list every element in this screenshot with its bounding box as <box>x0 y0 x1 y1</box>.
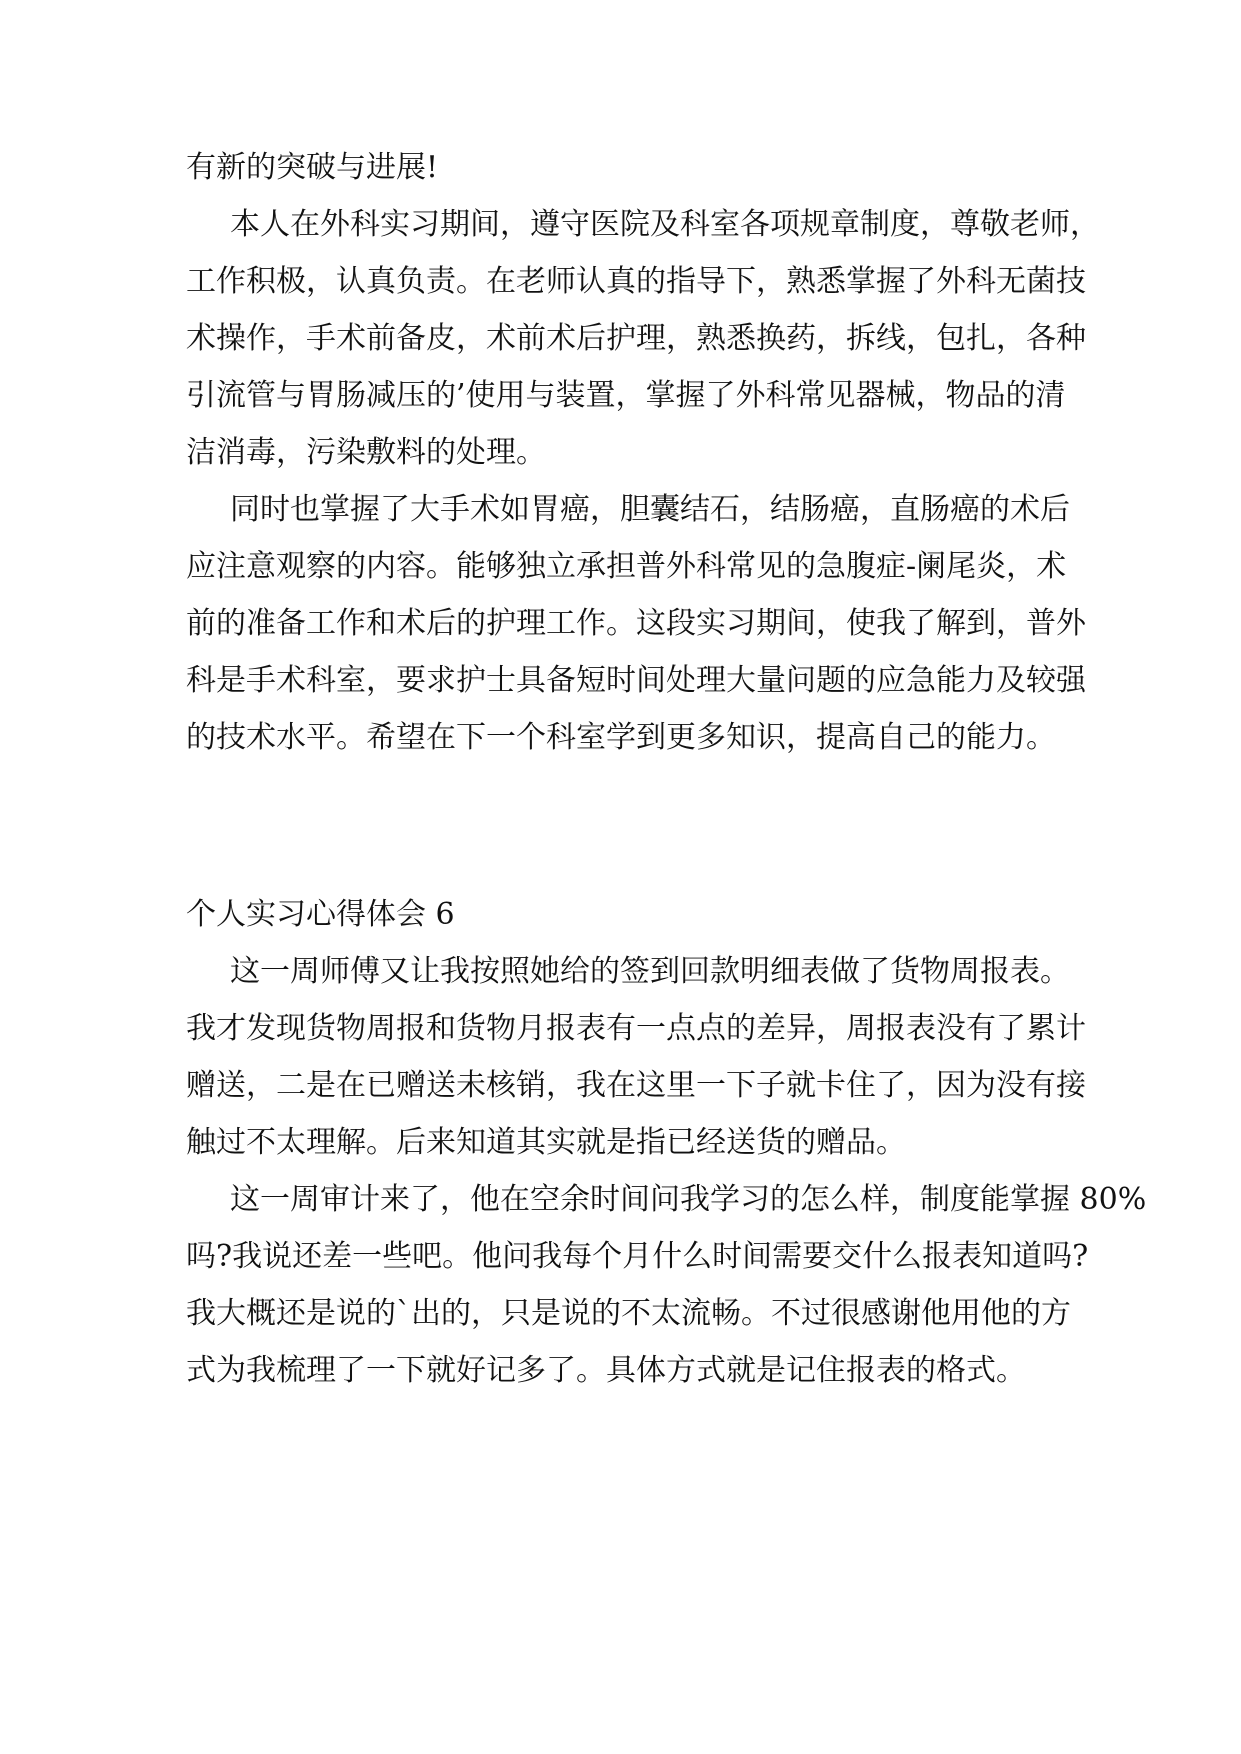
paragraph-line: 这一周审计来了，他在空余时间问我学习的怎么样，制度能掌握 80% <box>230 1182 1147 1217</box>
paragraph-line: 吗?我说还差一些吧。他问我每个月什么时间需要交什么报表知道吗? <box>186 1239 1089 1274</box>
paragraph-line: 式为我梳理了一下就好记多了。具体方式就是记住报表的格式。 <box>186 1353 1026 1388</box>
paragraph-line: 工作积极，认真负责。在老师认真的指导下，熟悉掌握了外科无菌技 <box>186 264 1086 299</box>
paragraph-line: 我才发现货物周报和货物月报表有一点点的差异，周报表没有了累计 <box>186 1011 1086 1046</box>
paragraph-line: 我大概还是说的`出的，只是说的不太流畅。不过很感谢他用他的方 <box>186 1296 1071 1331</box>
paragraph-line: 这一周师傅又让我按照她给的签到回款明细表做了货物周报表。 <box>230 954 1070 989</box>
paragraph-line: 洁消毒，污染敷料的处理。 <box>186 435 546 470</box>
paragraph-line: 触过不太理解。后来知道其实就是指已经送货的赠品。 <box>186 1125 906 1160</box>
paragraph-line: 本人在外科实习期间，遵守医院及科室各项规章制度，尊敬老师， <box>230 207 1100 242</box>
paragraph-line: 引流管与胃肠减压的’使用与装置，掌握了外科常见器械，物品的清 <box>186 378 1066 413</box>
paragraph-line: 的技术水平。希望在下一个科室学到更多知识，提高自己的能力。 <box>186 720 1056 755</box>
paragraph-line: 应注意观察的内容。能够独立承担普外科常见的急腹症-阑尾炎，术 <box>186 549 1067 584</box>
paragraph-line: 科是手术科室，要求护士具备短时间处理大量问题的应急能力及较强 <box>186 663 1086 698</box>
paragraph-line: 同时也掌握了大手术如胃癌，胆囊结石，结肠癌，直肠癌的术后 <box>230 492 1070 527</box>
intro-line: 有新的突破与进展! <box>186 150 439 185</box>
paragraph-line: 前的准备工作和术后的护理工作。这段实习期间，使我了解到，普外 <box>186 606 1086 641</box>
paragraph-line: 赠送，二是在已赠送未核销，我在这里一下子就卡住了，因为没有接 <box>186 1068 1086 1103</box>
paragraph-line: 术操作，手术前备皮，术前术后护理，熟悉换药，拆线，包扎，各种 <box>186 321 1086 356</box>
section-title: 个人实习心得体会 6 <box>186 897 455 932</box>
